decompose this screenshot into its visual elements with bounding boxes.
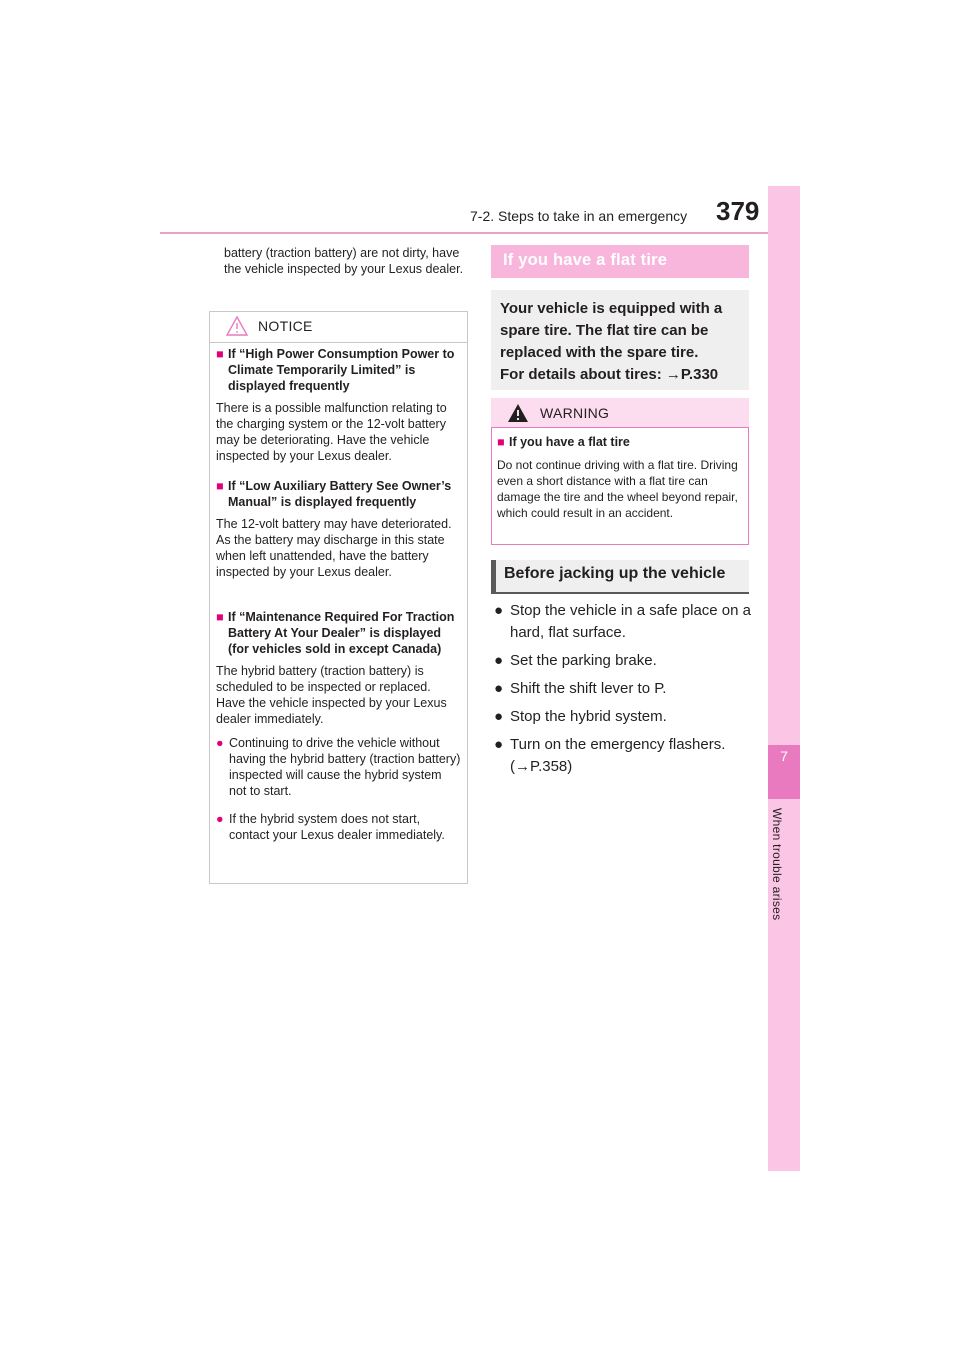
section-title-flat-tire: If you have a flat tire bbox=[503, 251, 668, 269]
dot-bullet-icon: ● bbox=[494, 680, 504, 697]
step-item bbox=[494, 678, 768, 700]
notice-section-3 bbox=[216, 609, 462, 843]
warning-label: WARNING bbox=[540, 405, 610, 421]
step-item bbox=[494, 734, 768, 778]
list-item-text: If the hybrid system does not start, contact your Lexus dealer immediately. bbox=[229, 812, 445, 842]
dot-bullet-icon: ● bbox=[494, 652, 504, 669]
step-text: Stop the hybrid system. bbox=[510, 708, 667, 725]
notice-body: The hybrid battery (traction battery) is scheduled to be inspected or replaced. Have the vehicle inspected by your Lexus dealer immediately. bbox=[216, 664, 447, 726]
warning-body: Do not continue driving with a flat tire. Driving even a short distance with a flat tire can damage the tire and the wheel beyond repair, which could result in an accident. bbox=[497, 458, 738, 520]
warning-heading bbox=[497, 434, 755, 450]
notice-body: There is a possible malfunction relating to the charging system or the 12-volt battery may be deteriorating. Have the vehicle inspected by your Lexus dealer. bbox=[216, 401, 447, 463]
notice-heading bbox=[216, 346, 462, 394]
step-text: Stop the vehicle in a safe place on a hard, flat surface. bbox=[510, 602, 751, 641]
notice-body: The 12-volt battery may have deteriorated. As the battery may discharge in this state when left unattended, have the battery inspected by your Lexus dealer. bbox=[216, 517, 452, 579]
notice-section-1 bbox=[216, 346, 462, 464]
square-bullet-icon: ■ bbox=[497, 435, 505, 449]
header-rule bbox=[160, 232, 768, 234]
chapter-side-tab bbox=[768, 186, 800, 1171]
square-bullet-icon: ■ bbox=[216, 479, 224, 493]
warning-header bbox=[491, 398, 749, 428]
dot-bullet-icon: ● bbox=[216, 812, 224, 826]
dot-bullet-icon: ● bbox=[494, 602, 504, 619]
notice-heading bbox=[216, 478, 462, 510]
notice-label: NOTICE bbox=[258, 318, 313, 334]
step-text: Turn on the emergency flashers. (→P.358) bbox=[510, 736, 726, 775]
summary-reference-link[interactable]: For details about tires: →P.330 bbox=[500, 366, 719, 383]
square-bullet-icon: ■ bbox=[216, 610, 224, 624]
continued-paragraph: battery (traction battery) are not dirty, have the vehicle inspected by your Lexus dealer. bbox=[224, 246, 464, 276]
subsection-title-rule bbox=[491, 592, 749, 594]
warning-heading-text: If you have a flat tire bbox=[509, 435, 630, 449]
list-item bbox=[216, 811, 462, 843]
square-bullet-icon: ■ bbox=[216, 347, 224, 361]
step-text: Set the parking brake. bbox=[510, 652, 657, 669]
step-item bbox=[494, 600, 768, 644]
notice-heading-text: If “Maintenance Required For Traction Battery At Your Dealer” is displayed (for vehicles sold in except Canada) bbox=[228, 610, 455, 656]
step-item bbox=[494, 706, 768, 728]
warning-triangle-filled-icon bbox=[507, 403, 529, 423]
chapter-number: 7 bbox=[780, 748, 788, 764]
summary-text bbox=[500, 298, 746, 386]
chapter-title: When trouble arises bbox=[770, 808, 784, 921]
list-item-text: Continuing to drive the vehicle without having the hybrid battery (traction battery) inspected will cause the hybrid system not to start. bbox=[229, 736, 461, 798]
page-number: 379 bbox=[716, 196, 760, 226]
notice-section-2 bbox=[216, 478, 462, 580]
subsection-title-accent bbox=[491, 560, 496, 592]
warning-triangle-outline-icon bbox=[226, 316, 248, 336]
dot-bullet-icon: ● bbox=[494, 708, 504, 725]
list-item bbox=[216, 735, 462, 799]
notice-heading-text: If “High Power Consumption Power to Climate Temporarily Limited” is displayed frequently bbox=[228, 347, 455, 393]
section-title: 7-2. Steps to take in an emergency bbox=[470, 208, 688, 224]
subsection-title-jacking: Before jacking up the vehicle bbox=[504, 565, 726, 582]
summary-line: Your vehicle is equipped with a spare tire. The flat tire can be replaced with the spare tire. bbox=[500, 300, 723, 361]
step-item bbox=[494, 650, 768, 672]
notice-heading-text: If “Low Auxiliary Battery See Owner’s Manual” is displayed frequently bbox=[228, 479, 452, 509]
step-text: Shift the shift lever to P. bbox=[510, 680, 667, 697]
dot-bullet-icon: ● bbox=[216, 736, 224, 750]
dot-bullet-icon: ● bbox=[494, 736, 504, 753]
notice-heading bbox=[216, 609, 462, 657]
